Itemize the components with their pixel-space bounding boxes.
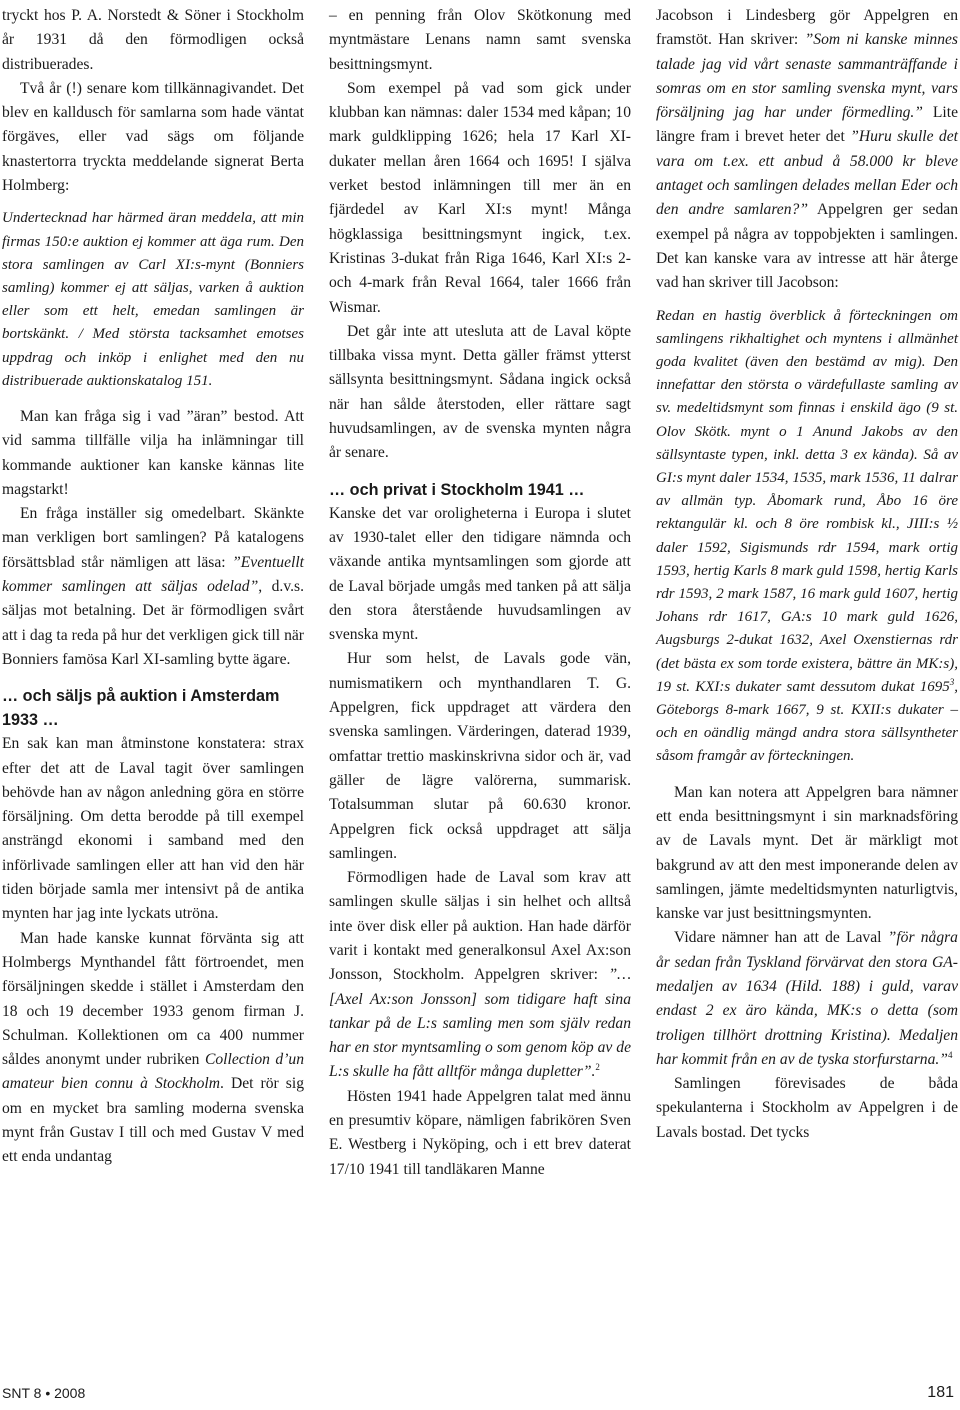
- letter-quote: Redan en hastig överblick å förteckningen om samlingens rikhaltighet och myntens i allmänhet goda kvalitet (även den bestämd av mig). Den innefattar den största o värdefullaste samling av sv. medeltidsmynt som finnas i enskild ägo (9 st. Olov Skötk. mynt o 1 Anund Jakobs av den sällsyntaste typen, inkl. detta 3 ex kända). Så av GI:s mynt daler 1534, 1535, mark 1536, 11 dalrar av allmän typ. Åbomark rund, Åbo 16 öre rektangulär kl. och 8 öre rombisk kl., JIII:s ½ daler 1592, Sigismunds rdr 1594, mark ortig 1593, hertig Karls 8 mark guld 1598, hertig Karls rdr 1593, 2 mark 1587, 16 mark guld 1607, hertig Johans rdr 1617, GA:s 10 mark guld 1626, Augsburgs 2-dukat 1632, Axel Oxenstiernas rdr (det bästa ex som torde existera, bättre än MK:s), 19 st. KXI:s dukater samt dessutom dukat 1695$^3$, Göteborgs 8-mark 1667, 9 st. KXII:s dukater – och en oändlig mängd andra stora sällsyntheter såsom framgår av förteckningen.: [656, 307, 958, 765]
- column-middle: [329, 4, 631, 1182]
- inline-quote: ”Huru skulle det vara om t.ex. ett anbud å 58.000 kr bleve antaget och samlingen delades mellan Eder och den andre samlaren?”: [656, 128, 958, 219]
- paragraph: Jacobson i Lindesberg gör Appelgren en framstöt. Han skriver: ”Som ni kanske minnes talade jag vid vårt senaste sammanträffande i somras om en stor samling svenska mynt, vars försäljning jag har under förmedling.” Lite längre fram i brevet heter det ”Huru skulle det vara om t.ex. ett anbud å 58.000 kr bleve antaget och samlingen delades mellan Eder och den andre samlaren?” Appelgren ger sedan exempel på några av toppobjekten i samlingen. Det kan kanske vara av intresse att här återge vad han skriver till Jacobson:: [656, 7, 958, 292]
- section-heading: … och säljs på auktion i Amsterdam 1933 …: [2, 687, 280, 730]
- paragraph: Man kan fråga sig i vad ”äran” bestod. Att vid samma tillfälle vilja ha inlämningar till kommande auktioner kan kanske kännas lite magstarkt!: [2, 408, 304, 498]
- paragraph: Samlingen förevisades de båda spekulanterna i Stockholm av Appelgren i de Lavals bostad. Det tycks: [656, 1075, 958, 1141]
- paragraph: – en penning från Olov Skötkonung med myntmästare Lenans namn samt svenska besittningsmynt.: [329, 7, 631, 73]
- paragraph: Kanske det var oroligheterna i Europa i slutet av 1930-talet eller den tidigare nämnda och växande antika myntsamlingen som gjorde att de Laval började umgås med tanken på att sälja den stora återstående huvudsamlingen av svenska mynt.: [329, 504, 631, 644]
- footnote-ref: 4: [947, 1049, 953, 1060]
- footnote-ref: 3: [949, 676, 955, 687]
- notice-quote: Undertecknad har härmed äran meddela, att min firmas 150:e auktion ej kommer att äga rum. Den stora samlingen av Carl XI:s-mynt (Bonniers samling) kommer ej att säljas, varken å auktion eller som ett helt, emedan samlingen är bortskänkt. / Med största tacksamhet emotses uppdrag och inköp i enlighet med den nu distribuerade auktionskatalog 151.: [2, 210, 304, 389]
- inline-quote: ”Som ni kanske minnes talade jag vid vårt senaste sammanträffande i somras om en stor samling svenska mynt, vars försäljning jag har under förmedling.”: [656, 31, 958, 122]
- paragraph: En fråga inställer sig omedelbart. Skänkte man verkligen bort samlingen? På katalogens försättsblad står nämligen att läsa: ”Eventuellt kommer samlingen att säljas odelad”, d.v.s. säljas mot betalning. Det är förmodligen svårt att i dag ta reda på hur det verkligen gick till när Bonniers famösa Karl XI-samling bytte ägare.: [2, 505, 304, 668]
- paragraph: Vidare nämner han att de Laval ”för några år sedan från Tyskland förvärvat den stora GA-medaljen av 1634 (Hild. 188) i guld, varav endast 2 ex äro kända, MK:s o detta (som troligen tillhört drottning Kristina). Medaljen har kommit från en av de tyska storfurstarna.”$^4$: [656, 929, 958, 1068]
- paragraph: Två år (!) senare kom tillkännagivandet. Det blev en kalldusch för samlarna som hade väntat förgäves, eller vad sägs om följande knastertorra tryckta meddelande signerat Berta Holmberg:: [2, 79, 304, 195]
- section-heading: … och privat i Stockholm 1941 …: [329, 480, 585, 499]
- paragraph: Man hade kanske kunnat förvänta sig att Holmbergs Mynthandel fått förtroendet, men försäljningen skedde i stället i Amsterdam den 18 och 19 december 1933 genom firman J. Schulman. Kollektionen om ca 400 nummer såldes anonymt under rubriken Collection d’un amateur bien connu à Stockholm. Det rör sig om en mycket bra samling moderna svenska mynt från Gustav I till och med Gustav V med ett enda undantag: [2, 929, 305, 1166]
- paragraph: tryckt hos P. A. Norstedt & Söner i Stockholm år 1931 då den förmodligen också distribuerades.: [2, 7, 304, 73]
- page-number: 181: [927, 1384, 954, 1401]
- inline-quote: ”… [Axel Ax:son Jonsson] som tidigare haft sina tankar på de L:s samling men som själv redan har en stor myntsamling o som genom köp av de L:s skulle ha fått alltför många dupletter”.: [329, 966, 631, 1081]
- paragraph: En sak kan man åtminstone konstatera: strax efter det att de Laval tagit över samlingen behövde han av någon anledning göra en större försäljning. Om detta berodde på till exempel ansträngd ekonomi i samband med den införlivade samlingen eller att han vid den här tiden började samla mer intensivt på de antika mynten har jag inte lyckats utröna.: [2, 735, 304, 923]
- journal-footer: SNT 8 • 2008: [2, 1385, 86, 1401]
- paragraph: Man kan notera att Appelgren bara nämner ett enda besittningsmynt i sin marknadsföring av de Lavals mynt. Det är märkligt mot bakgrund av att den mest imponerande delen av samlingen, jämte medeltidsmynten naturligtvis, kanske var just besittningsmynten.: [656, 783, 958, 923]
- footnote-ref: 2: [595, 1062, 600, 1073]
- catalog-title: Collection d’un amateur bien connu à Stockholm: [2, 1051, 305, 1093]
- inline-quote: ”Eventuellt kommer samlingen att säljas odelad”: [2, 553, 304, 596]
- column-right: [656, 4, 958, 1145]
- inline-quote: ”för några år sedan från Tyskland förvärvat den stora GA-medaljen av 1634 (Hild. 188) i guld, varav endast 2 ex äro kända, MK:s o detta (som troligen tillhört drottning Kristina). Medaljen har kommit från en av de tyska storfurstarna.”: [656, 929, 958, 1068]
- column-left: [2, 4, 304, 1170]
- paragraph: Som exempel på vad som gick under klubban kan nämnas: daler 1534 med kåpan; 10 mark guldklipping 1626; hela 17 Karl XI-dukater mellan åren 1664 och 1695! I själva verket bestod inlämningen till mer än en fjärdedel av Karl XI:s mynt! Många högklassiga besittningsmynt ingick, t.ex. Kristinas 3-dukat från Riga 1646, Karl XI:s 2- och 4-mark från Reval 1664, taler 1666 från Wismar.: [329, 79, 631, 316]
- paragraph: Hösten 1941 hade Appelgren talat med ännu en presumtiv köpare, nämligen fabrikören Sven E. Westberg i Nyköping, och i ett brev daterat 17/10 1941 till tandläkaren Manne: [329, 1087, 631, 1178]
- paragraph: Förmodligen hade de Laval som krav att samlingen skulle säljas i sin helhet och alltså inte över disk eller på auktion. Han hade därför varit i kontakt med generalkonsul Axel Ax:son Jonsson, Stockholm. Appelgren skriver: ”… [Axel Ax:son Jonsson] som tidigare haft sina tankar på de L:s samling men som själv redan har en stor myntsamling o som genom köp av de L:s skulle ha fått alltför många dupletter”.$^2$: [329, 869, 631, 1081]
- paragraph: Det går inte att utesluta att de Laval köpte tillbaka vissa mynt. Detta gäller främst ytterst sällsynta besittningsmynt. Sådana ingick också när han sålde återstoden, eller rättare sagt huvudsamlingen, av de svenska mynten några år senare.: [329, 322, 631, 462]
- paragraph: Hur som helst, de Lavals gode vän, numismatikern och mynthandlaren T. G. Appelgren, fick uppdraget att värdera den svenska samlingen. Värderingen, daterad 1939, omfattar trettio maskinskrivna sidor och är, vad gäller de lägre valörerna, summarisk. Totalsumman slutar på 60.630 kronor. Appelgren fick också uppdraget att sälja samlingen.: [329, 650, 631, 862]
